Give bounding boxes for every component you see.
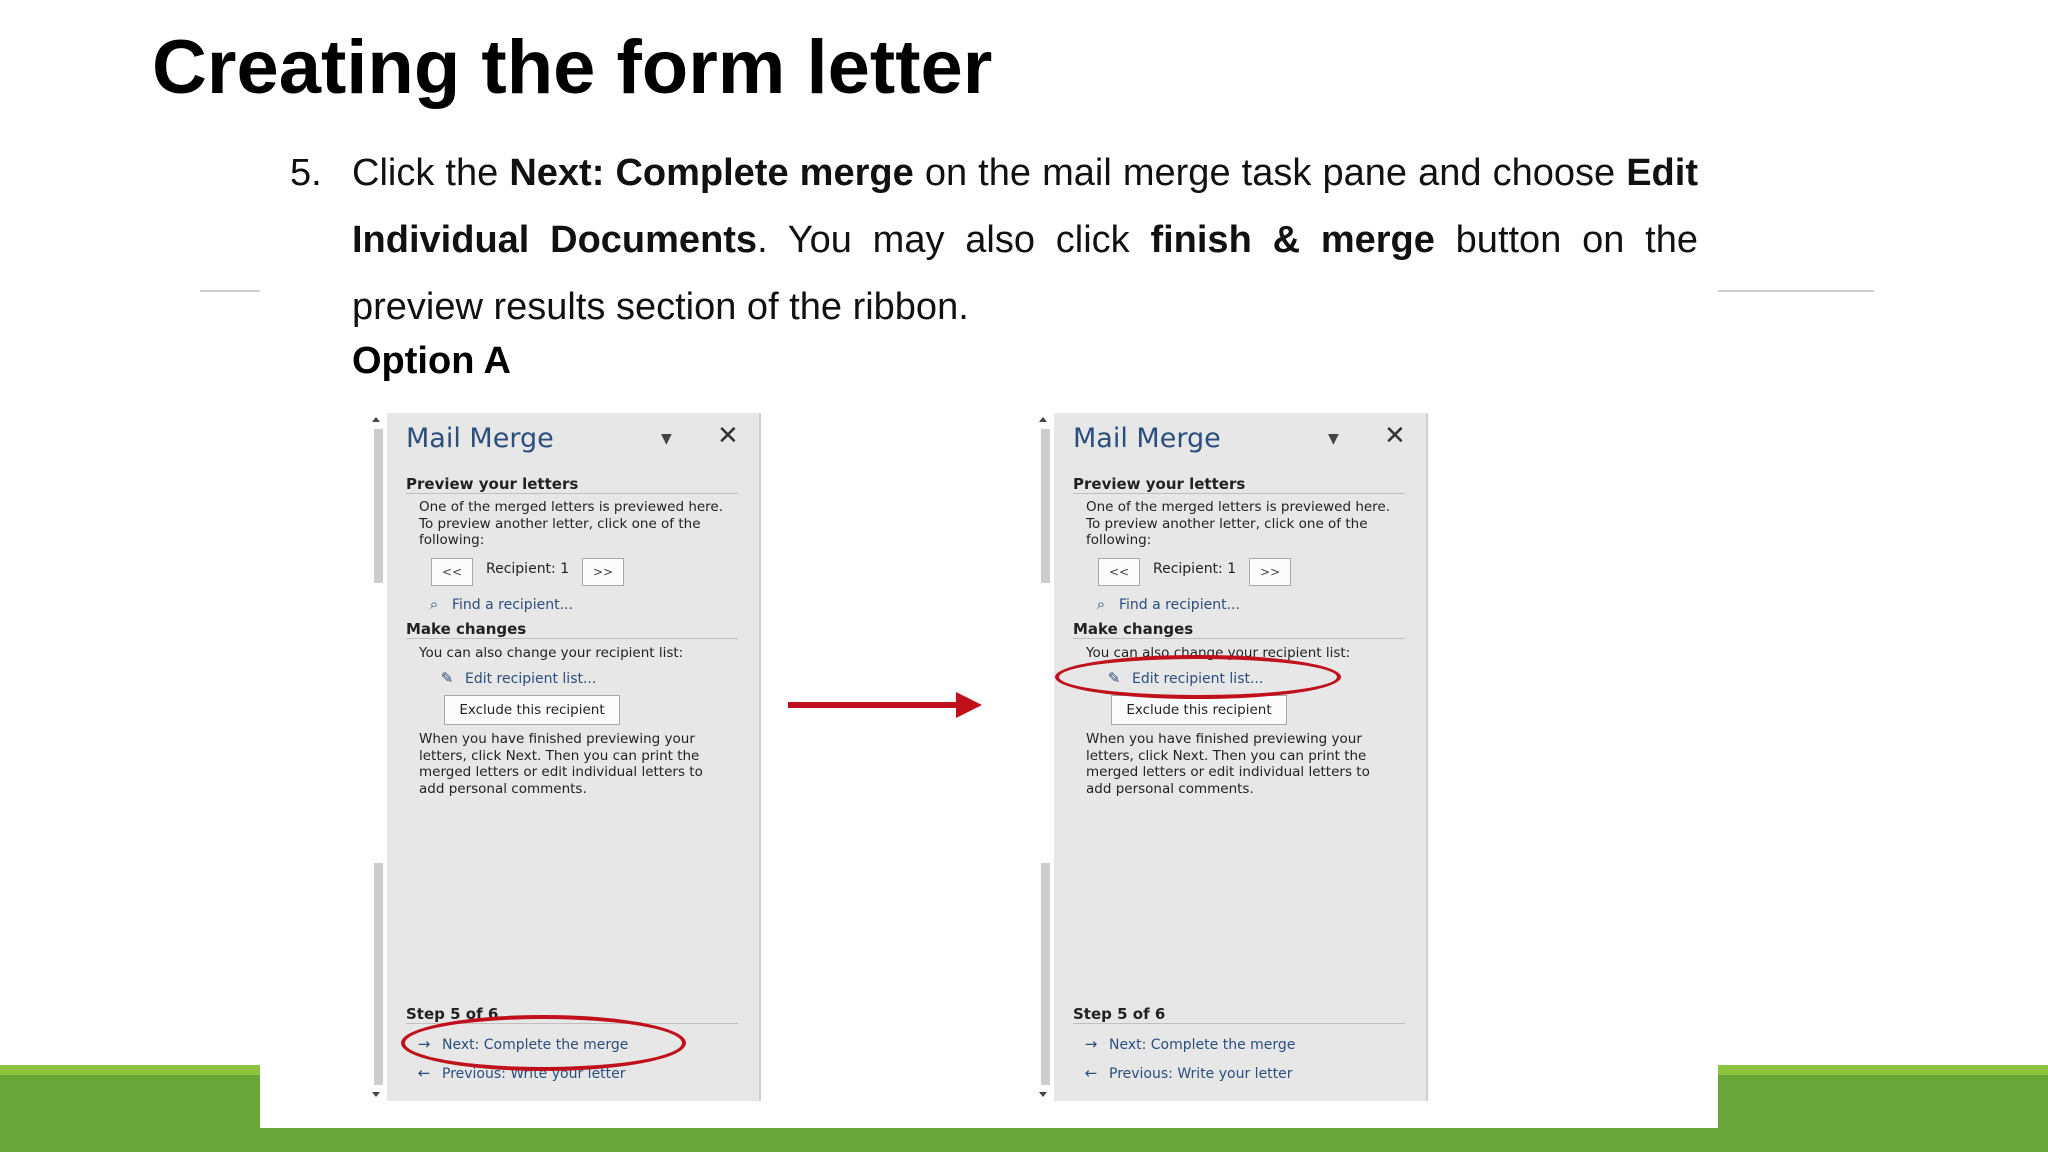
scroll-down-arrow-icon[interactable] [1039,1092,1047,1097]
scroll-up-arrow-icon[interactable] [1039,417,1047,422]
section-divider [406,493,738,494]
scroll-track-lower [374,863,383,1085]
next-link-label: Next: Complete the merge [442,1037,629,1053]
find-icon: ⌕ [1096,595,1106,613]
option-heading: Option A [352,340,511,382]
chevron-down-icon[interactable]: ▼ [1328,431,1339,447]
edit-recipient-list-link[interactable] [437,669,596,687]
step-number: 5. [290,152,322,194]
close-icon[interactable]: ✕ [717,421,739,451]
step-text-part: . You may also click [757,219,1151,261]
slide-title: Creating the form letter [152,25,993,110]
previous-recipient-button[interactable]: << [1098,558,1140,586]
edit-icon: ✎ [440,669,454,687]
scroll-up-arrow-icon[interactable] [372,417,380,422]
divider-left [200,290,260,292]
change-recipient-text: You can also change your recipient list: [419,645,684,661]
step-bold-next-complete-merge: Next: Complete merge [509,152,914,194]
find-recipient-link[interactable] [1091,595,1240,613]
divider-right [1718,290,1874,292]
previous-link-label: Previous: Write your letter [442,1066,626,1082]
section-divider [1073,638,1405,639]
step-bold-finish-merge: finish & merge [1150,219,1435,261]
scroll-track-lower [1041,863,1050,1085]
scroll-thumb[interactable] [1041,429,1050,583]
next-complete-merge-link[interactable] [1081,1035,1295,1053]
pane-title: Mail Merge [406,423,554,454]
find-icon: ⌕ [429,595,439,613]
edit-recipient-label: Edit recipient list... [1132,671,1264,687]
step-bold-edit-individual-documents: Edit Individual Documents [352,152,1698,261]
change-recipient-text: You can also change your recipient list: [1086,645,1351,661]
preview-heading: Preview your letters [406,475,579,493]
previous-recipient-button[interactable]: << [431,558,473,586]
scroll-thumb[interactable] [374,429,383,583]
highlight-oval-next-complete-merge [401,1015,686,1071]
scroll-down-arrow-icon[interactable] [372,1092,380,1097]
preview-heading: Preview your letters [1073,475,1246,493]
arrow-right-icon: → [417,1035,431,1053]
previous-link-label: Previous: Write your letter [1109,1066,1293,1082]
arrow-left-icon: ← [417,1064,431,1082]
find-recipient-link[interactable] [424,595,573,613]
make-changes-heading: Make changes [1073,620,1194,638]
exclude-recipient-button[interactable]: Exclude this recipient [444,695,620,725]
red-arrow-head-icon [956,692,982,718]
next-link-label: Next: Complete the merge [1109,1037,1296,1053]
arrow-left-icon: ← [1084,1064,1098,1082]
step-text-part: button on the preview results section of the ribbon. [352,219,1699,328]
mail-merge-pane-right [1036,413,1428,1101]
find-recipient-label: Find a recipient... [1119,597,1240,613]
make-changes-heading: Make changes [406,620,527,638]
previous-write-letter-link[interactable] [1081,1064,1293,1082]
preview-description: One of the merged letters is previewed here. To preview another letter, click one of the following: [1086,499,1391,548]
finished-instructions: When you have finished previewing your letters, click Next. Then you can print the merged letters or edit individual letters to add personal comments. [1086,731,1370,797]
section-divider [406,638,738,639]
highlight-oval-edit-recipient-list [1055,655,1341,699]
pane-scrollbar[interactable] [1036,413,1054,1101]
close-icon[interactable]: ✕ [1384,421,1406,451]
edit-recipient-label: Edit recipient list... [465,671,597,687]
section-divider [1073,493,1405,494]
find-recipient-label: Find a recipient... [452,597,573,613]
preview-description: One of the merged letters is previewed here. To preview another letter, click one of the following: [419,499,724,548]
recipient-counter: Recipient: 1 [486,561,570,577]
next-recipient-button[interactable]: >> [1249,558,1291,586]
finished-instructions: When you have finished previewing your letters, click Next. Then you can print the merged letters or edit individual letters to add personal comments. [419,731,703,797]
step-label: Step 5 of 6 [406,1005,499,1023]
step-text [352,140,1698,341]
pane-title: Mail Merge [1073,423,1221,454]
arrow-right-icon: → [1084,1035,1098,1053]
step-text-part: on the mail merge task pane and choose [913,152,1627,194]
red-arrow-shaft [788,702,958,708]
mail-merge-pane-left [369,413,761,1101]
chevron-down-icon[interactable]: ▼ [661,431,672,447]
recipient-counter: Recipient: 1 [1153,561,1237,577]
next-recipient-button[interactable]: >> [582,558,624,586]
pane-scrollbar[interactable] [369,413,387,1101]
step-label: Step 5 of 6 [1073,1005,1166,1023]
exclude-recipient-button[interactable]: Exclude this recipient [1111,695,1287,725]
section-divider [1073,1023,1405,1024]
edit-icon: ✎ [1107,669,1121,687]
step-text-part: Click the [352,152,510,194]
